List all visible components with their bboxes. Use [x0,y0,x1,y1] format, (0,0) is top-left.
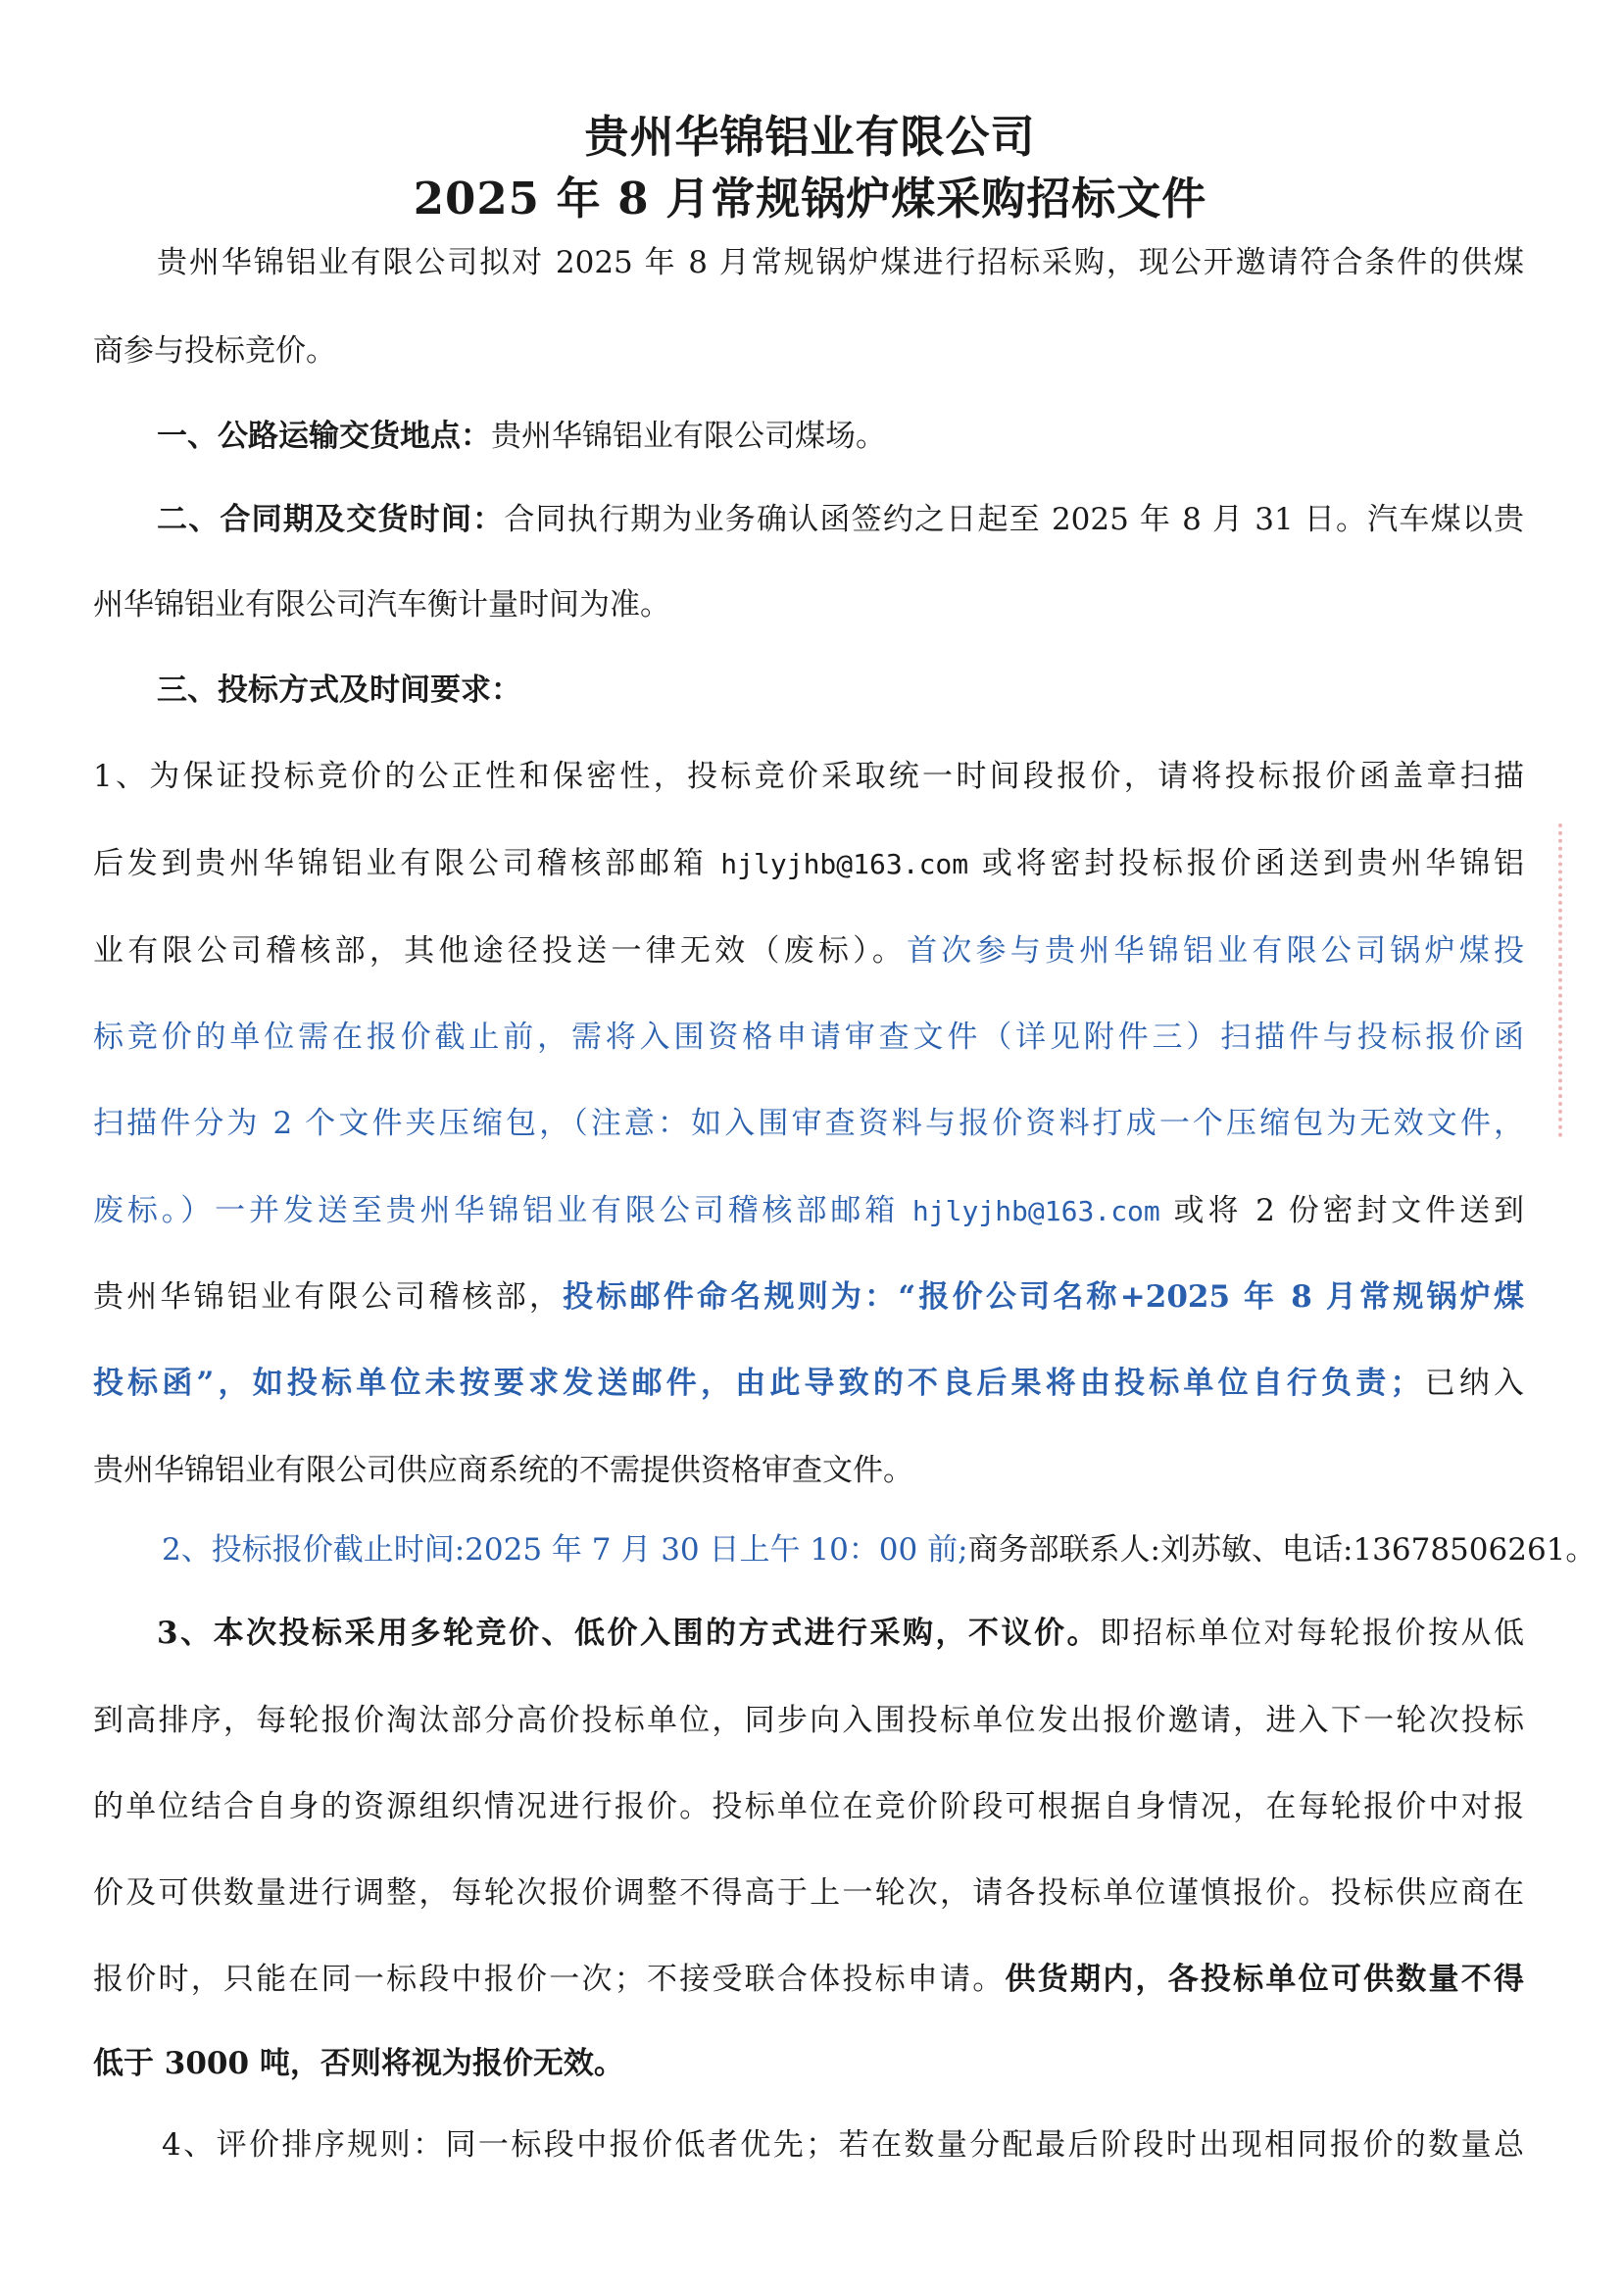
contact-text: 商务部联系人:刘苏敏、电话:13678506261。 [967,1532,1597,1568]
p1-line-2a: 后发到贵州华锦铝业有限公司稽核部邮箱 [93,846,721,881]
p2-line [162,1530,1597,1570]
p3-line-2: 到高排序，每轮报价淘汰部分高价投标单位，同步向入围投标单位发出报价邀请，进入下一轮次投标 [93,1703,1524,1738]
section-3-heading: 三、投标方式及时间要求： [157,673,521,708]
p4-line-1: 4、评价排序规则：同一标段中报价低者优先；若在数量分配最后阶段时出现相同报价的数量总 [162,2127,1524,2163]
section-2-line-1 [157,500,1524,539]
section-1-text: 贵州华锦铝业有限公司煤场。 [491,419,886,454]
p1-line-7 [93,1277,1524,1317]
section-2-text-1: 合同执行期为业务确认函签约之日起至 2025 年 8 月 31 日。汽车煤以贵 [504,502,1525,537]
p3-line-6: 低于 3000 吨，否则将视为报价无效。 [93,2046,624,2081]
p3-line-5 [93,1960,1524,1999]
email-address-2: hjlyjhb@163.com [911,1195,1160,1227]
intro-line-2: 商参与投标竞价。 [93,333,336,369]
p1-line-7a: 贵州华锦铝业有限公司稽核部， [93,1279,564,1315]
p1-line-9: 贵州华锦铝业有限公司供应商系统的不需提供资格审查文件。 [93,1453,913,1488]
p1-line-8 [93,1364,1524,1403]
p1-line-2b: 或将密封投标报价函送到贵州华锦铝 [968,846,1524,881]
p1-line-3 [93,931,1524,971]
email-address: hjlyjhb@163.com [720,848,969,880]
company-title: 贵州华锦铝业有限公司 [584,111,1036,163]
p3-line-3: 的单位结合自身的资源组织情况进行报价。投标单位在竞价阶段可根据自身情况，在每轮报价中对报 [93,1789,1524,1824]
p1-line-8b: 已纳入 [1420,1366,1525,1401]
section-1-heading: 一、公路运输交货地点： [157,419,491,454]
p3-line-1a: 3、本次投标采用多轮竞价、低价入围的方式进行采购，不议价。 [157,1616,1101,1651]
section-2-heading: 二、合同期及交货时间： [157,502,505,537]
p1-line-7b: 投标邮件命名规则为：“报价公司名称+2025 年 8 月常规锅炉煤 [563,1279,1525,1315]
seal-stamp-edge [1558,823,1624,1137]
section-2-line-2: 州华锦铝业有限公司汽车衡计量时间为准。 [93,587,670,623]
p1-line-8a: 投标函”，如投标单位未按要求发送邮件，由此导致的不良后果将由投标单位自行负责； [93,1366,1421,1401]
p1-line-6a: 废标。）一并发送至贵州华锦铝业有限公司稽核部邮箱 [93,1193,912,1228]
p1-line-4: 标竞价的单位需在报价截止前，需将入围资格申请审查文件（详见附件三）扫描件与投标报价函 [93,1020,1524,1055]
section-1 [157,417,1524,456]
deadline-text: 2、投标报价截止时间:2025 年 7 月 30 日上午 10：00 前; [162,1532,968,1568]
p1-line-6 [93,1191,1524,1230]
p3-line-4: 价及可供数量进行调整，每轮次报价调整不得高于上一轮次，请各投标单位谨慎报价。投标供应商在 [93,1875,1524,1911]
p1-line-6b: 或将 2 份密封文件送到 [1159,1193,1524,1228]
p1-line-3a: 业有限公司稽核部，其他途径投送一律无效（废标）。 [93,933,908,969]
p3-line-5a: 报价时，只能在同一标段中报价一次；不接受联合体投标申请。 [93,1962,1006,1997]
intro-line-1: 贵州华锦铝业有限公司拟对 2025 年 8 月常规锅炉煤进行招标采购，现公开邀请符合条件的供煤 [157,245,1524,280]
document-title: 2025 年 8 月常规锅炉煤采购招标文件 [413,173,1207,224]
p1-line-3b: 首次参与贵州华锦铝业有限公司锅炉煤投 [907,933,1524,969]
p1-line-1: 1、为保证投标竞价的公正性和保密性，投标竞价采取统一时间段报价，请将投标报价函盖章扫描 [93,759,1524,794]
p3-line-1 [157,1614,1524,1653]
p3-line-5b: 供货期内，各投标单位可供数量不得 [1005,1962,1525,1997]
p1-line-5: 扫描件分为 2 个文件夹压缩包，（注意：如入围审查资料与报价资料打成一个压缩包为无效文件， [93,1106,1524,1141]
p3-line-1b: 即招标单位对每轮报价按从低 [1100,1616,1524,1651]
p1-line-2 [93,844,1524,883]
